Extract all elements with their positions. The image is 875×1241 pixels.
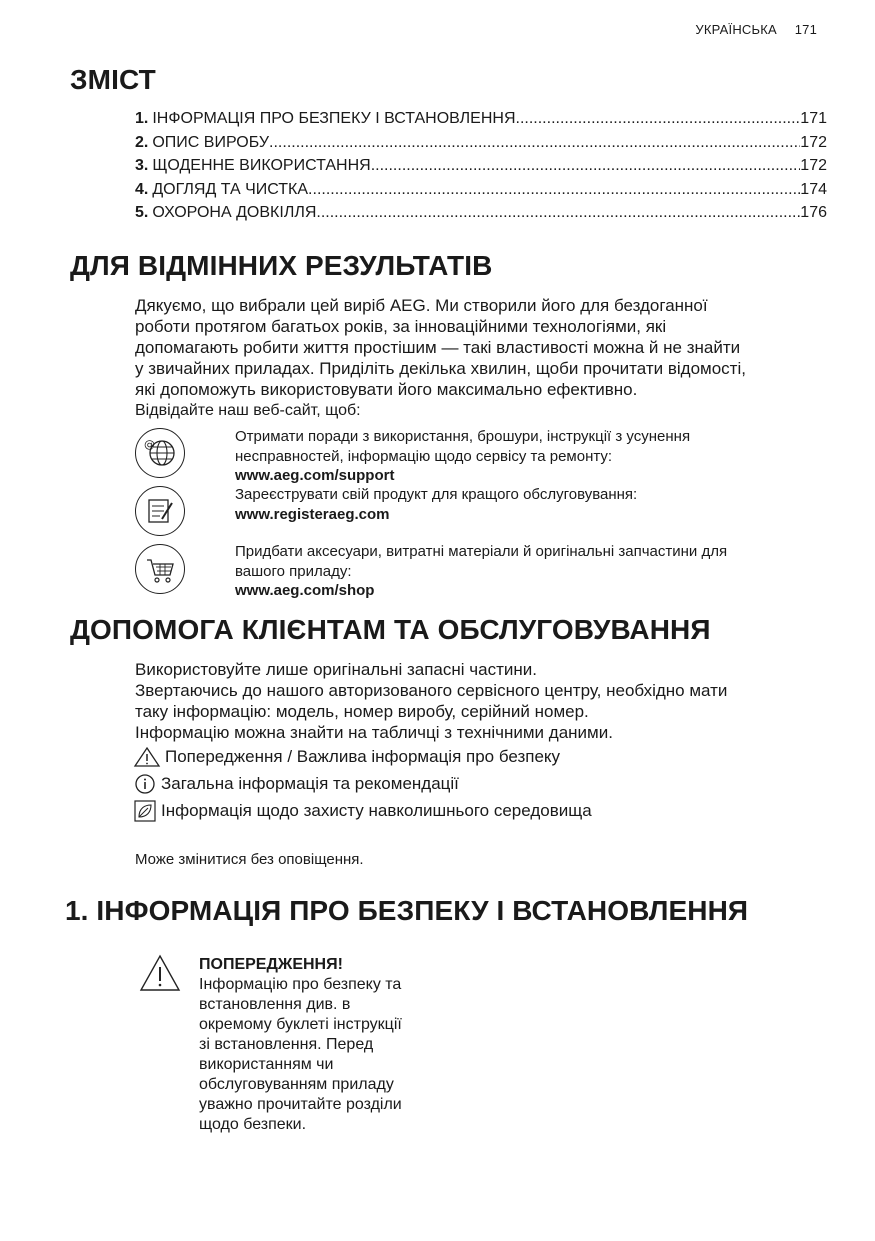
page-header <box>695 22 817 37</box>
warning-line: зі встановлення. Перед <box>199 1036 374 1053</box>
paragraph-line: допомагають робити життя простішим — такі властивості можна й не знайти <box>135 338 741 357</box>
toc-title: ЗМІСТ <box>70 64 156 95</box>
globe-icon <box>135 428 185 478</box>
toc-item-page: 172 <box>800 157 827 174</box>
shop-item-line: вашого приладу: <box>235 562 352 580</box>
table-of-contents <box>135 110 827 228</box>
register-link[interactable]: www.registeraeg.com <box>235 505 390 523</box>
warning-line: окремому буклеті інструкції <box>199 1016 402 1033</box>
paragraph-line: роботи протягом багатьох років, за інноваційними технологіями, які <box>135 317 667 336</box>
warning-icon <box>138 953 182 998</box>
shop-item-text <box>235 542 805 601</box>
warning-title: ПОПЕРЕДЖЕННЯ! <box>199 956 343 973</box>
shop-item-line: Придбати аксесуари, витратні матеріали й оригінальні запчастини для <box>235 543 728 560</box>
svg-text:@: @ <box>144 438 155 451</box>
toc-item-number: 4. <box>135 180 149 198</box>
warning-line: уважно прочитайте розділи <box>199 1096 402 1113</box>
register-item-text <box>235 485 805 524</box>
page-number: 171 <box>794 22 817 37</box>
warning-block <box>199 955 434 1135</box>
toc-item-number: 1. <box>135 110 149 127</box>
toc-item-page: 172 <box>800 133 827 151</box>
leaf-icon <box>133 800 157 822</box>
paragraph-line: Інформацію можна знайти на табличці з технічними даними. <box>135 723 613 742</box>
toc-leader <box>316 204 800 222</box>
safety-title: 1. ІНФОРМАЦІЯ ПРО БЕЗПЕКУ І ВСТАНОВЛЕННЯ <box>65 895 749 926</box>
language-label: УКРАЇНСЬКА <box>695 22 777 37</box>
paragraph-line: Звертаючись до нашого авторизованого сервісного центру, необхідно мати <box>135 681 728 700</box>
toc-item-label: ІНФОРМАЦІЯ ПРО БЕЗПЕКУ І ВСТАНОВЛЕННЯ <box>152 110 516 127</box>
change-notice: Може змінитися без оповіщення. <box>135 851 364 868</box>
toc-item-number: 5. <box>135 204 149 221</box>
info-icon <box>133 773 157 795</box>
support-link[interactable]: www.aeg.com/support <box>235 467 395 484</box>
warning-icon <box>133 746 161 768</box>
warning-line: використанням чи <box>199 1056 334 1073</box>
toc-leader <box>269 134 800 152</box>
legend-text: Загальна інформація та рекомендації <box>161 774 459 793</box>
toc-item-page: 176 <box>800 204 827 221</box>
support-intro <box>135 659 825 743</box>
visit-line: Відвідайте наш веб-сайт, щоб: <box>135 402 361 419</box>
toc-leader <box>371 157 801 175</box>
toc-item[interactable] <box>135 181 827 205</box>
results-intro <box>135 295 825 421</box>
toc-leader <box>308 181 800 199</box>
support-item-text <box>235 427 805 486</box>
toc-leader <box>516 110 801 128</box>
paragraph-line: які допоможуть використовувати його максимально ефективно. <box>135 380 638 399</box>
legend-item <box>133 773 459 795</box>
toc-item-label: ОХОРОНА ДОВКІЛЛЯ <box>152 204 317 221</box>
paragraph-line: Використовуйте лише оригінальні запасні частини. <box>135 660 537 679</box>
toc-item-page: 171 <box>800 110 827 127</box>
toc-item-number: 2. <box>135 133 149 151</box>
legend-text: Інформація щодо захисту навколишнього середовища <box>161 801 592 820</box>
paragraph-line: таку інформацію: модель, номер виробу, серійний номер. <box>135 702 589 721</box>
support-title: ДОПОМОГА КЛІЄНТАМ ТА ОБСЛУГОВУВАННЯ <box>70 614 711 645</box>
legend-item <box>133 746 560 768</box>
results-title: ДЛЯ ВІДМІННИХ РЕЗУЛЬТАТІВ <box>70 250 493 281</box>
toc-item[interactable] <box>135 157 827 181</box>
warning-line: щодо безпеки. <box>199 1116 307 1133</box>
toc-item-label: ОПИС ВИРОБУ <box>152 133 270 151</box>
legend-item <box>133 800 592 822</box>
paragraph-line: у звичайних приладах. Приділіть декілька хвилин, щоби прочитати відомості, <box>135 359 746 378</box>
toc-item-label: ДОГЛЯД ТА ЧИСТКА <box>152 180 309 198</box>
paragraph-line: Дякуємо, що вибрали цей виріб AEG. Ми створили його для бездоганної <box>135 296 708 315</box>
warning-line: встановлення див. в <box>199 996 351 1013</box>
register-icon <box>135 486 185 536</box>
register-item-line: Зареєструвати свій продукт для кращого обслуговування: <box>235 486 638 503</box>
toc-item[interactable] <box>135 134 827 158</box>
toc-item-label: ЩОДЕННЕ ВИКОРИСТАННЯ <box>152 157 371 174</box>
warning-line: обслуговуванням приладу <box>199 1076 394 1093</box>
toc-item[interactable] <box>135 204 827 228</box>
support-item <box>135 425 835 484</box>
toc-item-page: 174 <box>800 180 827 198</box>
shop-link[interactable]: www.aeg.com/shop <box>235 582 375 599</box>
toc-item-number: 3. <box>135 157 149 174</box>
cart-icon <box>135 544 185 594</box>
warning-line: Інформацію про безпеку та <box>199 976 402 993</box>
toc-item[interactable] <box>135 110 827 134</box>
shop-item <box>135 542 835 602</box>
support-item-line: Отримати поради з використання, брошури, інструкції з усунення <box>235 428 691 445</box>
support-item-line: несправностей, інформацію щодо сервісу та ремонту: <box>235 447 613 465</box>
legend-text: Попередження / Важлива інформація про безпеку <box>165 747 561 766</box>
register-item <box>135 485 835 540</box>
